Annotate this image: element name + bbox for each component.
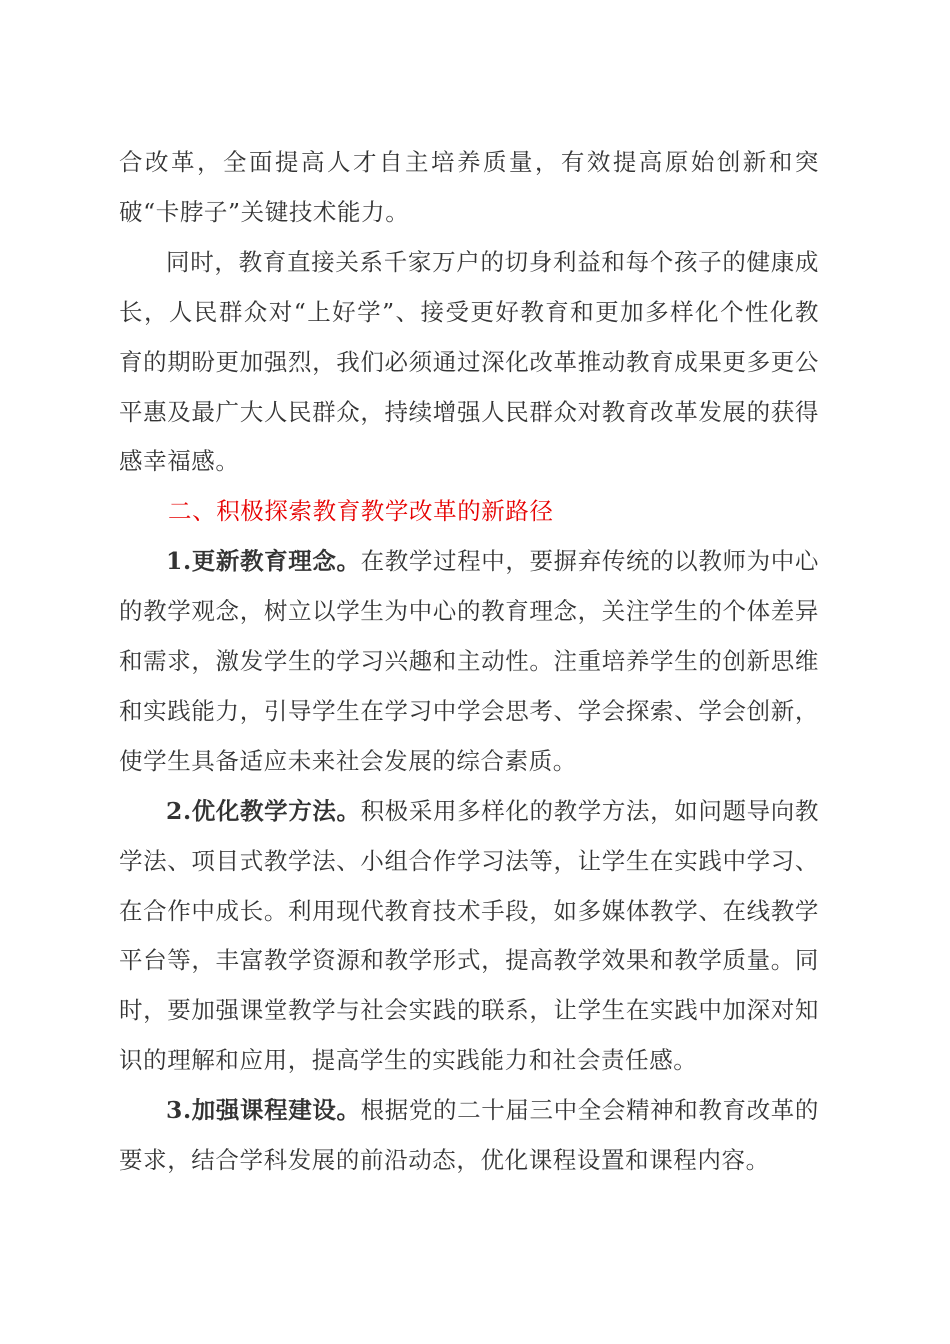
document-body [119, 138, 819, 1186]
item-lead [166, 1096, 361, 1124]
item-text: 积极采用多样化的教学方法，如问题导向教学法、项目式教学法、小组合作学习法等，让学生在实践中学习、在合作中成长。利用现代教育技术手段，如多媒体教学、在线教学平台等，丰富教学资源和教学形式，提高教学效果和教学质量。同时，要加强课堂教学与社会实践的联系，让学生在实践中加深对知识的理解和应用，提高学生的实践能力和社会责任感。 [119, 796, 819, 1075]
section-heading: 二、积极探索教育教学改革的新路径 [168, 497, 554, 526]
paragraph-education-benefits: 同时，教育直接关系千家万户的切身利益和每个孩子的健康成长，人民群众对“上好学”、接受更好教育和更加多样化个性化教育的期盼更加强烈，我们必须通过深化改革推动教育成果更多更公平惠及最广大人民群众，持续增强人民群众对教育改革发展的获得感幸福感。 [119, 247, 819, 476]
item-text: 根据党的二十届三中全会精神和教育改革的要求，结合学科发展的前沿动态，优化课程设置和课程内容。 [119, 1096, 819, 1175]
list-item [119, 1086, 819, 1186]
list-item [119, 787, 819, 1086]
item-text: 在教学过程中，要摒弃传统的以教师为中心的教学观念，树立以学生为中心的教育理念，关注学生的个体差异和需求，激发学生的学习兴趣和主动性。注重培养学生的创新思维和实践能力，引导学生在学习中学会思考、学会探索、学会创新，使学生具备适应未来社会发展的综合素质。 [119, 547, 819, 775]
item-title: 更新教育理念。 [191, 547, 361, 576]
paragraph-continuation: 合改革，全面提高人才自主培养质量，有效提高原始创新和突破“卡脖子”关键技术能力。 [119, 148, 819, 226]
item-lead [166, 797, 361, 825]
item-number: 1. [166, 547, 192, 576]
list-item [119, 537, 819, 787]
item-number: 3. [166, 1096, 192, 1125]
item-number: 2. [166, 796, 192, 825]
item-lead [166, 547, 361, 575]
item-title: 加强课程建设。 [191, 1096, 361, 1125]
item-title: 优化教学方法。 [191, 796, 361, 825]
